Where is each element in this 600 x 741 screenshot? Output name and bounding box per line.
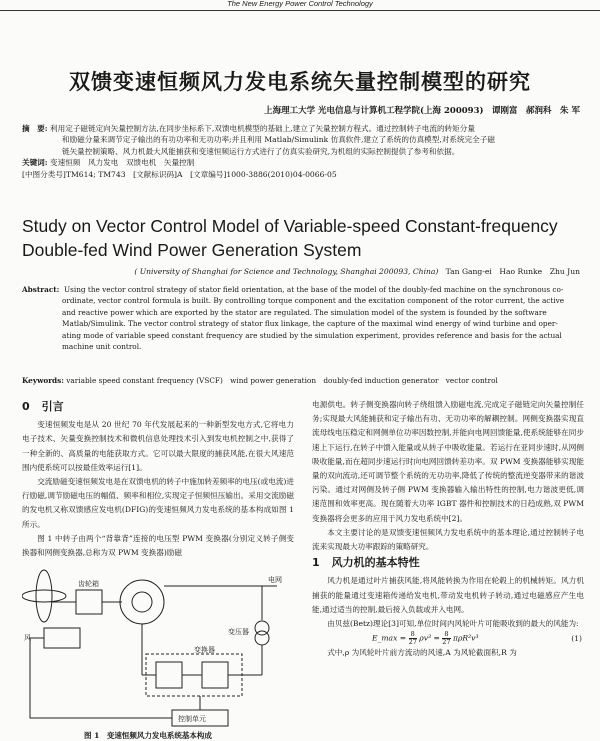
transformer-label: 变压器 xyxy=(228,628,249,636)
paper-title-cn: 双馈变速恒频风力发电系统矢量控制模型的研究 xyxy=(69,70,531,94)
author-names-en: Tan Gang-ei Hao Runke Zhu Jun xyxy=(445,267,580,276)
paragraph: 式中,ρ 为风轮叶片前方流动的风速,A 为风轮截面积,R 为 xyxy=(327,648,517,658)
gearbox-label: 齿轮箱 xyxy=(78,580,99,588)
abstract-en-line xyxy=(22,284,587,295)
keywords-en-text: variable speed constant frequency (VSCF) wind power generation doubly-fed induction generator vector control xyxy=(66,376,498,385)
abstract-en-line: machine unit control. xyxy=(62,342,142,352)
abstract-en xyxy=(22,284,587,352)
right-column xyxy=(312,398,584,660)
abstract-cn-block xyxy=(22,123,582,180)
keywords-en-label: Keywords: xyxy=(22,376,64,385)
equation-body xyxy=(312,631,479,646)
paragraph: 风力机是通过叶片捕获风能,将风能转换为作用在轮毂上的机械转矩。风力机捕获的能量通过变速箱传递给发电机,带动发电机转子转动,通过电磁感应产生电能,通过适当的控制,最后接入负载或并入电网。 xyxy=(312,576,584,614)
affiliation-en: ( University of Shanghai for Science and Technology, Shanghai 200093, China) xyxy=(134,267,439,276)
frac-num: 8 xyxy=(442,631,450,639)
frac-den: 27 xyxy=(408,638,417,647)
turbine-blade-icon xyxy=(22,590,66,602)
paragraph: 电源供电。转子侧变换器向转子绕组馈入励磁电流,完成定子磁链定向矢量控制任务;实现最大风能捕获和定子输出有功、无功功率的解耦控制。网侧变换器实现直流母线电压稳定和网侧单位功率因数控制,并能向电网回馈能量,使系统能够在同步速上下运行,在转子中馈入能量或从转子中吸收能量。若运行在亚同步速时,从网侧吸收能量,而在超同步速运行时向电网回馈转差功率。双 PWM 变换器能够实现能量的双向流动,还可调节整个系统的无功功率,降低了传统的整流逆变器带来的谐波污染。通过对网侧及转子侧 PWM 变换器输入输出特性的控制,电力谐波更低,调速范围和效率更高。现在随着大功率 IGBT 器件和控制技术的日趋成熟,双 PWM 变换器将会更多的应用于风力发电系统中[2]。 xyxy=(312,400,584,523)
abstract-en-label: Abstract: xyxy=(22,285,60,294)
abstract-en-text: Using the vector control strategy of stator field orientation, at the base of the model of the doubly-fed machine on the synchronous co- xyxy=(63,285,564,294)
wind-label: 风 xyxy=(24,634,31,642)
abstract-cn-line: 链矢量控制策略、风力机最大风能捕获和变速恒频运行方式进行了仿真实验研究,为机组的实际控制提供了参考和依据。 xyxy=(62,146,460,156)
keywords-cn-text: 变速恒频 风力发电 双馈电机 矢量控制 xyxy=(50,158,195,168)
section-title: 引言 xyxy=(41,400,64,413)
keywords-en xyxy=(22,376,587,386)
control-box xyxy=(44,628,80,648)
paragraph: 变速恒频发电是从 20 世纪 70 年代发展起来的一种新型发电方式,它将电力电子技术、矢量变换控制技术和微机信息处理技术引入到发电机控制之中,获得了一种全新的、高质量的电能获取方式。它可以最大限度的捕获风能,在很大风速范围内使系统可以按最佳效率运行[1]。 xyxy=(22,420,294,472)
equation-lhs: E_max = xyxy=(372,633,407,643)
system-diagram xyxy=(22,562,294,730)
abstract-cn xyxy=(22,123,582,134)
paragraph: 图 1 中转子由两个“背靠背”连接的电压型 PWM 变换器(分别定义转子侧变换器和网侧变换器,总称为双 PWM 变换器)励磁 xyxy=(22,533,294,558)
section-number: 0 xyxy=(22,400,30,413)
paragraph: 交流励磁变速恒频发电是在双馈电机的转子中施加转差频率的电压(或电流)进行励磁,调节励磁电压的幅值、频率和相位,实现定子恒频恒压输出。采用交流励磁的发电机又称双馈感应发电机(DFIG)的变速恒频风力发电系统的基本构成如图 1 所示。 xyxy=(22,477,294,529)
gearbox-box xyxy=(76,590,102,614)
keywords-cn xyxy=(22,157,582,168)
converter-label: 变换器 xyxy=(194,646,215,654)
equation-rhs: πρR²v³ xyxy=(452,633,479,643)
turbine-blade-icon xyxy=(36,570,52,622)
grid-label: 电网 xyxy=(268,576,282,584)
section-title: 风力机的基本特性 xyxy=(331,556,420,570)
section-heading-1 xyxy=(312,556,584,570)
abstract-en-line: ating mode of variable speed constant frequency are studied by the simulation experiment, provides reference and basis for the actual xyxy=(62,330,562,340)
abstract-en-line: ordinate, vector control formula is built. By controlling torque component and the excitation component of the rotor current, the active xyxy=(62,296,565,306)
paragraph: 本文主要讨论的是双馈变速恒频风力发电系统中的基本理论,通过控制转子电流来实现最大功率跟踪的策略研究。 xyxy=(312,527,584,552)
keywords-cn-label: 关键词: xyxy=(22,158,48,168)
abstract-en-line: and reactive power which are exported by the stator are regulated. The simulation model of the system is founded by the software xyxy=(62,307,547,317)
equation-number: (1) xyxy=(571,633,582,643)
classification-line: [中图分类号]TM614; TM743 [文献标识码]A [文章编号]1000-3886(2010)04-0066-05 xyxy=(22,169,337,179)
figure-caption: 图 1 变速恒频风力发电系统基本构成 xyxy=(84,731,212,740)
figure-1 xyxy=(22,562,294,730)
equation-1 xyxy=(312,631,584,646)
left-column xyxy=(22,398,294,560)
section-number: 1 xyxy=(312,556,320,570)
abstract-cn-line: 和励磁分量来调节定子输出的有功功率和无功功率;并且利用 Matlab/Simulink 仿真软件,建立了系统的仿真模型,对系统完全子磁 xyxy=(62,135,495,145)
section-heading-intro xyxy=(22,400,294,414)
abstract-cn-line: 利用定子磁链定向矢量控制方法,在同步坐标系下,双馈电机模型的基础上,建立了矢量控制方程式。通过控制转子电流的转矩分量 xyxy=(50,124,475,133)
equation-mid: ρv³ = xyxy=(419,633,440,643)
controller-label: 控制单元 xyxy=(178,715,206,723)
abstract-en-line: Matlab/Simulink. The vector control strategy of stator flux linkage, the capture of the maximal wind energy of wind turbine and oper- xyxy=(62,319,558,329)
generator-icon xyxy=(120,580,164,624)
frac-den: 27 xyxy=(442,638,451,647)
abstract-cn-label: 摘 要: xyxy=(22,124,48,133)
paper-title-en: Study on Vector Control Model of Variable-speed Constant-frequency Double-fed Wind Power Generation System xyxy=(22,216,558,260)
frac-num: 8 xyxy=(409,631,417,639)
authors-cn: 上海理工大学 光电信息与计算机工程学院(上海 200093) 谭刚富 郝润科 朱 军 xyxy=(264,106,580,116)
paragraph: 由贝兹(Betz)理论[3]可知,单位时间内风轮叶片可能吸收到的最大的风能为: xyxy=(327,619,579,629)
journal-header: The New Energy Power Control Technology xyxy=(0,0,600,11)
authors-en xyxy=(134,266,580,277)
